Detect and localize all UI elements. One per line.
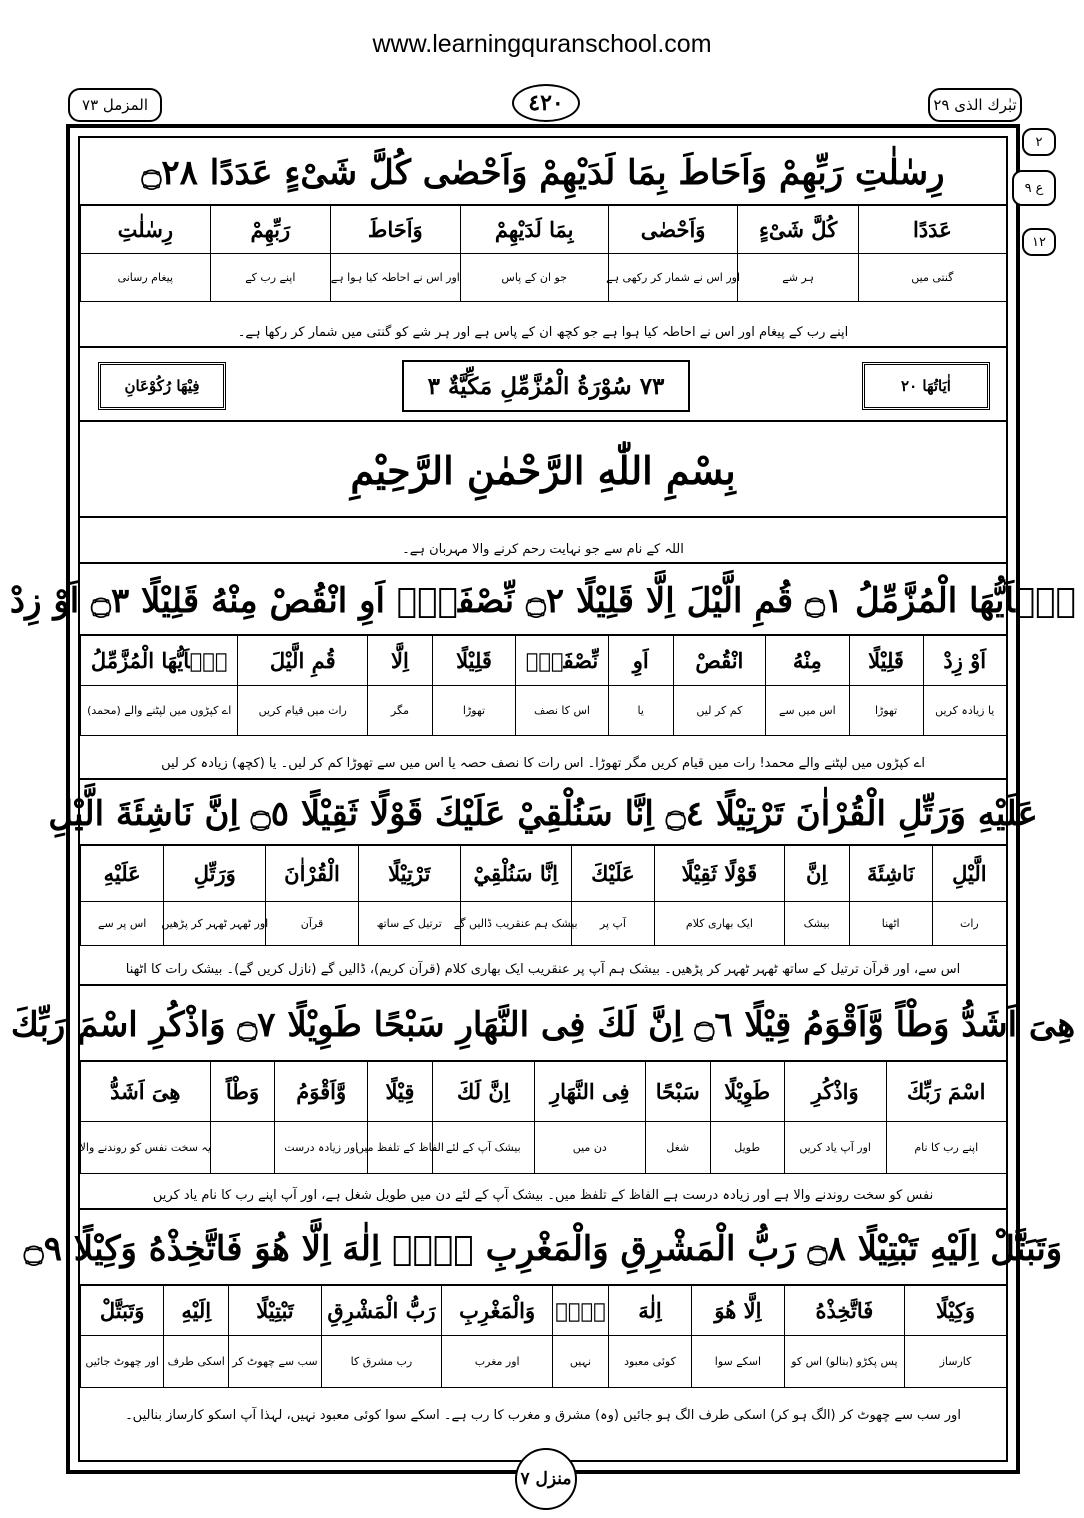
- word-cell: قُمِ الَّيْلَ: [237, 636, 367, 685]
- meaning-cell: کارساز: [904, 1336, 1006, 1387]
- arabic-verse-line-3: عَلَيْهِ وَرَتِّلِ الْقُرْاٰنَ تَرْتِيْلًا ۝٤ اِنَّا سَنُلْقِيْ عَلَيْكَ قَوْلًا ثَقِيْلًا ۝٥ اِنَّ نَاشِئَةَ الَّيْلِ: [80, 782, 1006, 846]
- word-cell: الْقُرْاٰنَ: [265, 846, 358, 901]
- meaning-cell: قرآن: [265, 902, 358, 945]
- meaning-cell: الفاظ کے تلفظ میں: [367, 1122, 432, 1173]
- word-cell: اَوِ: [608, 636, 673, 685]
- bismillah: بِسْمِ اللّٰهِ الرَّحْمٰنِ الرَّحِيْمِ: [80, 424, 1006, 518]
- site-url[interactable]: www.learningquranschool.com: [372, 30, 712, 58]
- word-cell: قِيْلًا: [367, 1062, 432, 1121]
- translation-line-4: نفس کو سخت روندنے والا ہے اور زیادہ درست ہے الفاظ کے تلفظ میں۔ بیشک آپ کے لئے دن میں طویل شغل ہے، اور آپ اپنے رب کا نام یاد کریں: [80, 1182, 1006, 1210]
- word-cell: اِلٰهَ: [608, 1286, 691, 1335]
- meaning-cell: اٹھنا: [849, 902, 932, 945]
- meaning-row-4: [80, 1122, 1006, 1174]
- word-cell: انْقُصْ: [673, 636, 766, 685]
- word-cell: الَّيْلِ: [932, 846, 1006, 901]
- word-cell: نَاشِئَةَ: [849, 846, 932, 901]
- ayat-count-box: اٰيَاتُهَا ٢٠: [862, 362, 990, 410]
- side-marker-top: ٢: [1022, 128, 1056, 156]
- meaning-row-1: [80, 254, 1006, 302]
- word-cell: عَلَيْهِ: [80, 846, 163, 901]
- manzil-marker: منزل ٧: [515, 1448, 577, 1510]
- meaning-cell: سب سے چھوٹ کر: [228, 1336, 321, 1387]
- word-cell: لَاۤ: [552, 1286, 608, 1335]
- meaning-cell: یا زیادہ کریں: [923, 686, 1006, 735]
- word-cell: تَرْتِيْلًا: [358, 846, 460, 901]
- translation-line-5: اور سب سے چھوٹ کر (الگ ہو کر) اسکی طرف الگ ہو جائیں (وہ) مشرق و مغرب کا رب ہے۔ اسکے سوا کوئی معبود نہیں، لہذا آپ اسکو کارساز بنالیں۔: [125, 1407, 961, 1423]
- meaning-cell: بیشک ہم عنقریب ڈالیں گے: [460, 902, 571, 945]
- meaning-cell: تھوڑا: [849, 686, 923, 735]
- word-cell: رِسٰلٰتِ: [80, 206, 210, 253]
- word-cell: وَكِيْلًا: [904, 1286, 1006, 1335]
- arabic-verse-line-1: رِسٰلٰتِ رَبِّهِمْ وَاَحَاطَ بِمَا لَدَيْهِمْ وَاَحْصٰى كُلَّ شَىْءٍ عَدَدًا ۝٢٨: [80, 140, 1006, 206]
- header-surah-label: المزمل ٧٣: [68, 88, 162, 122]
- meaning-cell: رات: [932, 902, 1006, 945]
- meaning-cell: کم کر لیں: [673, 686, 766, 735]
- word-row-3: [80, 846, 1006, 902]
- word-cell: فِى النَّهَارِ: [534, 1062, 645, 1121]
- word-cell: قَوْلًا ثَقِيْلًا: [654, 846, 784, 901]
- meaning-cell: اپنے رب کا نام: [886, 1122, 1006, 1173]
- word-row-2: [80, 636, 1006, 686]
- meaning-cell: اس میں سے: [765, 686, 848, 735]
- meaning-cell: تھوڑا: [432, 686, 515, 735]
- word-cell: هِىَ اَشَدُّ: [80, 1062, 210, 1121]
- meaning-cell: یا: [608, 686, 673, 735]
- meaning-cell: ترتیل کے ساتھ: [358, 902, 460, 945]
- ruku-marker: ع ٩: [1012, 170, 1056, 206]
- word-cell: قَلِيْلًا: [432, 636, 515, 685]
- meaning-cell: رات میں قیام کریں: [237, 686, 367, 735]
- word-cell: بِمَا لَدَيْهِمْ: [460, 206, 608, 253]
- meaning-cell: اور چھوٹ جائیں: [80, 1336, 163, 1387]
- meaning-row-2: [80, 686, 1006, 736]
- meaning-cell: اور اس نے احاطہ کیا ہوا ہے: [330, 254, 460, 301]
- word-cell: فَاتَّخِذْهُ: [784, 1286, 904, 1335]
- meaning-cell: طویل: [710, 1122, 784, 1173]
- meaning-cell: یہ سخت نفس کو روندنے والا: [80, 1122, 210, 1173]
- meaning-cell: اور زیادہ درست: [274, 1122, 367, 1173]
- word-cell: وَاَحْصٰى: [608, 206, 738, 253]
- meaning-cell: اسکے سوا: [691, 1336, 784, 1387]
- page-number: ٤٢٠: [512, 84, 580, 122]
- word-cell: طَوِيْلًا: [710, 1062, 784, 1121]
- word-cell: اَوْ زِدْ: [923, 636, 1006, 685]
- word-cell: اِلَّا هُوَ: [691, 1286, 784, 1335]
- meaning-cell: جو ان کے پاس: [460, 254, 608, 301]
- meaning-cell: مگر: [367, 686, 432, 735]
- meaning-cell: اور مغرب: [441, 1336, 552, 1387]
- ruku-count-box: فِيْهَا رُكُوْعَانِ: [98, 362, 226, 410]
- bismillah-translation: اللہ کے نام سے جو نہایت رحم کرنے والا مہربان ہے۔: [80, 536, 1006, 564]
- translation-line-3: اس سے، اور قرآن ترتیل کے ساتھ ٹھہر ٹھہر کر پڑھیں۔ بیشک ہم آپ پر عنقریب ایک بھاری کلام (قرآن کریم)، ڈالیں گے (نازل کریں گے)۔ بیشک رات کا اٹھنا: [80, 954, 1006, 986]
- meaning-cell: دن میں: [534, 1122, 645, 1173]
- meaning-cell: ہر شے: [737, 254, 857, 301]
- word-cell: عَلَيْكَ: [571, 846, 654, 901]
- meaning-row-5: [80, 1336, 1006, 1388]
- meaning-cell: نہیں: [552, 1336, 608, 1387]
- word-cell: اِلَّا: [367, 636, 432, 685]
- word-cell: كُلَّ شَىْءٍ: [737, 206, 857, 253]
- word-cell: يٰۤاَيُّهَا الْمُزَّمِّلُ: [80, 636, 237, 685]
- word-cell: اِنَّ: [784, 846, 849, 901]
- meaning-cell: شغل: [645, 1122, 710, 1173]
- meaning-cell: اسکی طرف: [163, 1336, 228, 1387]
- word-row-1: [80, 206, 1006, 254]
- meaning-cell: اے کپڑوں میں لپٹنے والے (محمد): [80, 686, 237, 735]
- word-cell: وَّاَقْوَمُ: [274, 1062, 367, 1121]
- arabic-verse-line-5: وَتَبَتَّلْ اِلَيْهِ تَبْتِيْلًا ۝٨ رَبُّ الْمَشْرِقِ وَالْمَغْرِبِ لَاۤ اِلٰهَ اِلَّا هُوَ فَاتَّخِذْهُ وَكِيْلًا ۝٩: [80, 1212, 1006, 1286]
- word-cell: وَاذْكُرِ: [784, 1062, 886, 1121]
- header-juz-label: تبٰرك الذى ٢٩: [928, 88, 1022, 122]
- meaning-cell: اپنے رب کے: [210, 254, 330, 301]
- arabic-verse-line-2: يٰۤاَيُّهَا الْمُزَّمِّلُ ۝١ قُمِ الَّيْلَ اِلَّا قَلِيْلًا ۝٢ نِّصْفَهٗۤ اَوِ انْقُصْ مِنْهُ قَلِيْلًا ۝٣ اَوْ زِدْ: [80, 566, 1006, 636]
- word-cell: وَاَحَاطَ: [330, 206, 460, 253]
- translation-line-1: اپنے رب کے پیغام اور اس نے احاطہ کیا ہوا ہے جو کچھ ان کے پاس ہے اور ہر شے کو گنتی میں شمار کر رکھا ہے۔: [80, 318, 1006, 348]
- word-cell: مِنْهُ: [765, 636, 848, 685]
- word-cell: اِلَيْهِ: [163, 1286, 228, 1335]
- meaning-cell: اور آپ یاد کریں: [784, 1122, 886, 1173]
- word-cell: وَالْمَغْرِبِ: [441, 1286, 552, 1335]
- word-cell: اِنَّ لَكَ: [432, 1062, 534, 1121]
- word-cell: سَبْحًا: [645, 1062, 710, 1121]
- meaning-cell: پیغام رسانی: [80, 254, 210, 301]
- word-cell: عَدَدًا: [858, 206, 1006, 253]
- word-cell: وَرَتِّلِ: [163, 846, 265, 901]
- meaning-cell: بیشک: [784, 902, 849, 945]
- meaning-cell: گنتی میں: [858, 254, 1006, 301]
- word-cell: اسْمَ رَبِّكَ: [886, 1062, 1006, 1121]
- meaning-cell: کوئی معبود: [608, 1336, 691, 1387]
- meaning-cell: بیشک آپ کے لئے: [432, 1122, 534, 1173]
- word-cell: رَبُّ الْمَشْرِقِ: [321, 1286, 441, 1335]
- word-cell: قَلِيْلًا: [849, 636, 923, 685]
- meaning-cell: اس کا نصف: [515, 686, 608, 735]
- meaning-cell: ایک بھاری کلام: [654, 902, 784, 945]
- word-cell: اِنَّا سَنُلْقِيْ: [460, 846, 571, 901]
- meaning-cell: اور ٹھہر ٹھہر کر پڑھیں: [163, 902, 265, 945]
- word-cell: تَبْتِيْلًا: [228, 1286, 321, 1335]
- side-marker-bottom: ١٢: [1022, 228, 1056, 256]
- surah-name-box: ٧٣ سُوْرَةُ الْمُزَّمِّلِ مَكِّيَّةٌ ٣: [402, 360, 690, 412]
- word-cell: نِّصْفَهٗۤ: [515, 636, 608, 685]
- word-cell: رَبِّهِمْ: [210, 206, 330, 253]
- meaning-cell: اور اس نے شمار کر رکھی ہے: [608, 254, 738, 301]
- arabic-verse-line-4: هِىَ اَشَدُّ وَطْاً وَّاَقْوَمُ قِيْلًا ۝٦ اِنَّ لَكَ فِى النَّهَارِ سَبْحًا طَوِيْلًا ۝٧ وَاذْكُرِ اسْمَ رَبِّكَ: [80, 988, 1006, 1062]
- meaning-cell: اس پر سے: [80, 902, 163, 945]
- meaning-cell: پس پکڑو (بنالو) اس کو: [784, 1336, 904, 1387]
- meaning-cell: آپ پر: [571, 902, 654, 945]
- word-row-4: [80, 1062, 1006, 1122]
- meaning-row-3: [80, 902, 1006, 946]
- word-row-5: [80, 1286, 1006, 1336]
- meaning-cell: رب مشرق کا: [321, 1336, 441, 1387]
- meaning-cell: [210, 1122, 275, 1173]
- word-cell: وَتَبَتَّلْ: [80, 1286, 163, 1335]
- word-cell: وَطْاً: [210, 1062, 275, 1121]
- translation-line-2: اے کپڑوں میں لپٹنے والے محمد! رات میں قیام کریں مگر تھوڑا۔ اس رات کا نصف حصہ یا اس میں سے تھوڑا کم کر لیں۔ یا (کچھ) زیادہ کر لیں: [80, 748, 1006, 780]
